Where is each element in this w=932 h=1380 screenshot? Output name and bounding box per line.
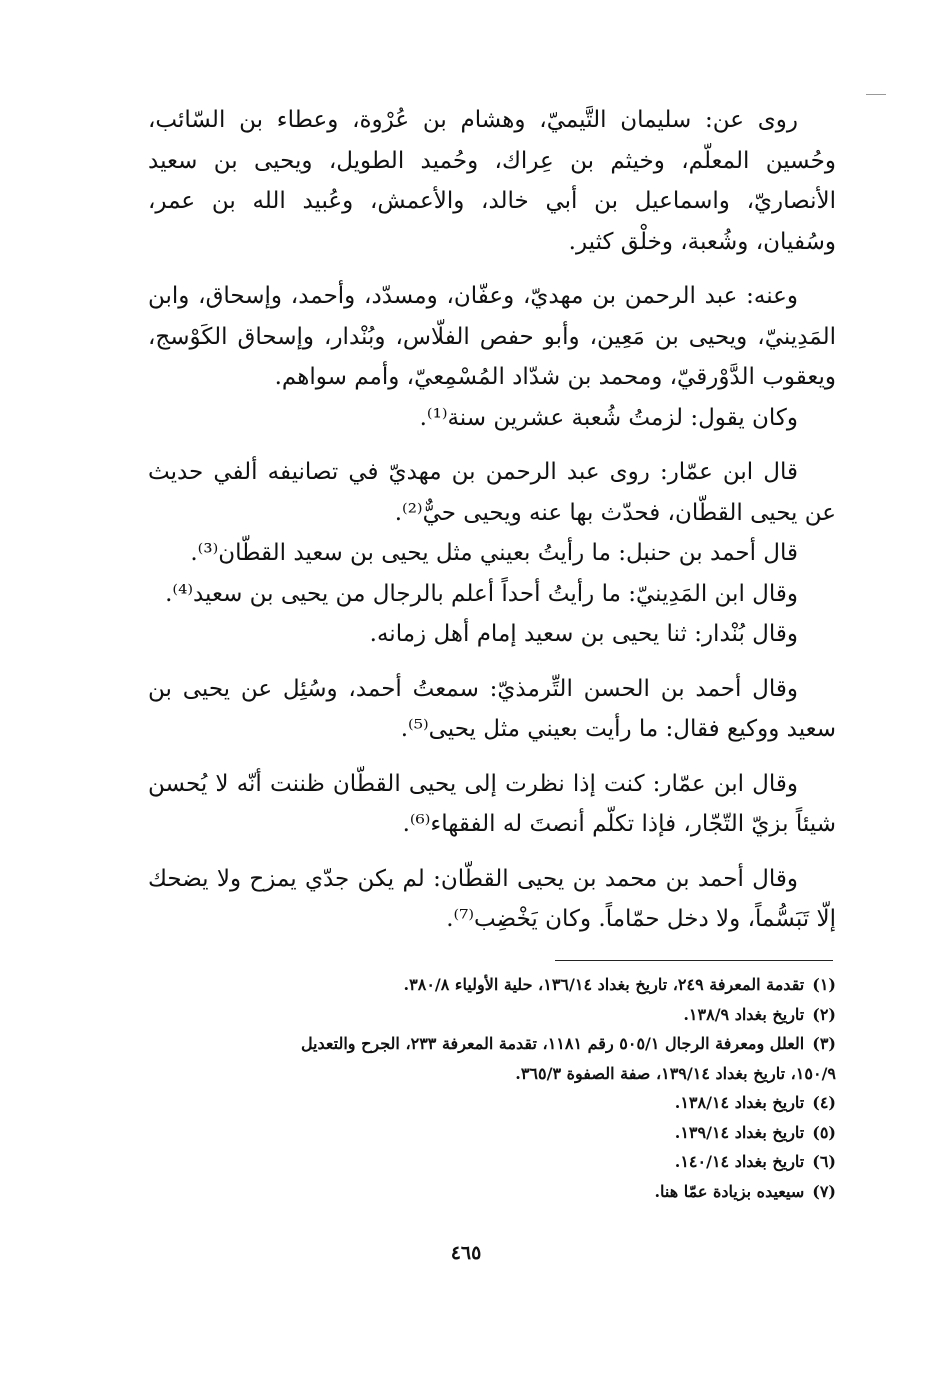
footnote-7 [150,1177,836,1207]
paragraph-ahmad-ibn-hanbal: قال أحمد بن حنبل: ما رأيتُ بعيني مثل يحيى بن سعيد القطّان⁽³⁾. [190,540,798,566]
footnote-5 [150,1118,836,1148]
paragraph-shuba-quote: وكان يقول: لزمتُ شُعبة عشرين سنة⁽¹⁾. [419,404,798,431]
footnote-number: (٥) [812,1122,836,1142]
page-number: ٤٦٥ [450,1242,482,1264]
footnote-text: تاريخ بغداد ١٣٨/٩. [683,1004,805,1024]
footnote-6 [150,1147,836,1177]
footnotes [150,970,836,1206]
footnote-3 [150,1029,836,1059]
footnote-number: (٢) [812,1004,836,1024]
paragraph-grandson: وقال أحمد بن محمد بن يحيى القطّان: لم يكن جدّي يمزح ولا يضحك إلّا تَبَسُّماً، ولا دخل حمّاماً. وكان يَخْضِب⁽⁷⁾. [148,865,836,932]
footnote-text: تاريخ بغداد ١٣٨/١٤. [674,1093,805,1112]
scan-mark [866,94,886,95]
footnote-4 [150,1088,836,1118]
footnote-1 [150,970,836,1000]
paragraph-ibn-ammar: قال ابن عمّار: روى عبد الرحمن بن مهديّ في تصانيفه ألفي حديث عن يحيى القطّان، فحدّث بها عنه ويحيى حيٌّ⁽²⁾. [148,459,836,526]
paragraph-ibn-ammar-merchants: وقال ابن عمّار: كنت إذا نظرت إلى يحيى القطّان ظننت أنّه لا يُحسن شيئاً بزيّ التّجّار، فإذا تكلّم أنصتَ له الفقهاء⁽⁶⁾. [148,770,836,837]
footnote-2 [150,1000,836,1030]
footnote-number: (٣) [812,1034,836,1053]
footnote-number: (٧) [812,1181,836,1201]
paragraph-tirmidhi: وقال أحمد بن الحسن التِّرمذيّ: سمعتُ أحمد، وسُئِل عن يحيى بن سعيد ووكيع فقال: ما رأيت بعيني مثل يحيى⁽⁵⁾. [148,675,836,742]
footnote-number: (٦) [812,1152,836,1171]
paragraph-narrators-from-him: وعنه: عبد الرحمن بن مهديّ، وعفّان، ومسدّد، وأحمد، وإسحاق، وابن المَدِينيّ، ويحيى بن مَعِين، وأبو حفص الفلّاس، وبُنْدار، وإسحاق الكَوْسج، ويعقوب الدَّوْرقيّ، ومحمد بن شدّاد المُسْمِعيّ، وأمم سواهم. [148,283,836,390]
footnote-text: تقدمة المعرفة ٢٤٩، تاريخ بغداد ١٣٦/١٤، حلية الأولياء ٣٨٠/٨. [403,975,805,994]
footnote-text: تاريخ بغداد ١٣٩/١٤. [674,1122,805,1142]
paragraph-narrated-from: روى عن: سليمان التَّيميّ، وهشام بن عُرْوة، وعطاء بن السّائب، وحُسين المعلّم، وخيثم بن عِراك، وحُميد الطويل، ويحيى بن سعيد الأنصاريّ، واسماعيل بن أبي خالد، والأعمش، وعُبيد الله بن عمر، وسُفيان، وشُعبة، وخلْق كثير. [148,107,836,255]
paragraph-ibn-al-madini: وقال ابن المَدِينيّ: ما رأيتُ أحداً أعلم بالرجال من يحيى بن سعيد⁽⁴⁾. [165,580,798,607]
footnote-number: (٤) [812,1093,836,1112]
footnote-text: سيعيده بزيادة عمّا هنا. [654,1181,805,1201]
footnote-text: العلل ومعرفة الرجال ٥٠٥/١ رقم ١١٨١، تقدمة المعرفة ٢٣٣، الجرح والتعديل [300,1034,805,1053]
footnote-number: (١) [812,975,836,994]
footnote-text: تاريخ بغداد ١٤٠/١٤. [674,1152,805,1171]
footnote-separator [555,960,833,961]
main-text [148,100,836,954]
paragraph-bundar: وقال بُنْدار: ثنا يحيى بن سعيد إمام أهل زمانه. [369,621,798,647]
footnote-3-continuation: ١٥٠/٩، تاريخ بغداد ١٣٩/١٤، صفة الصفوة ٣٦٥/٣. [515,1063,836,1083]
